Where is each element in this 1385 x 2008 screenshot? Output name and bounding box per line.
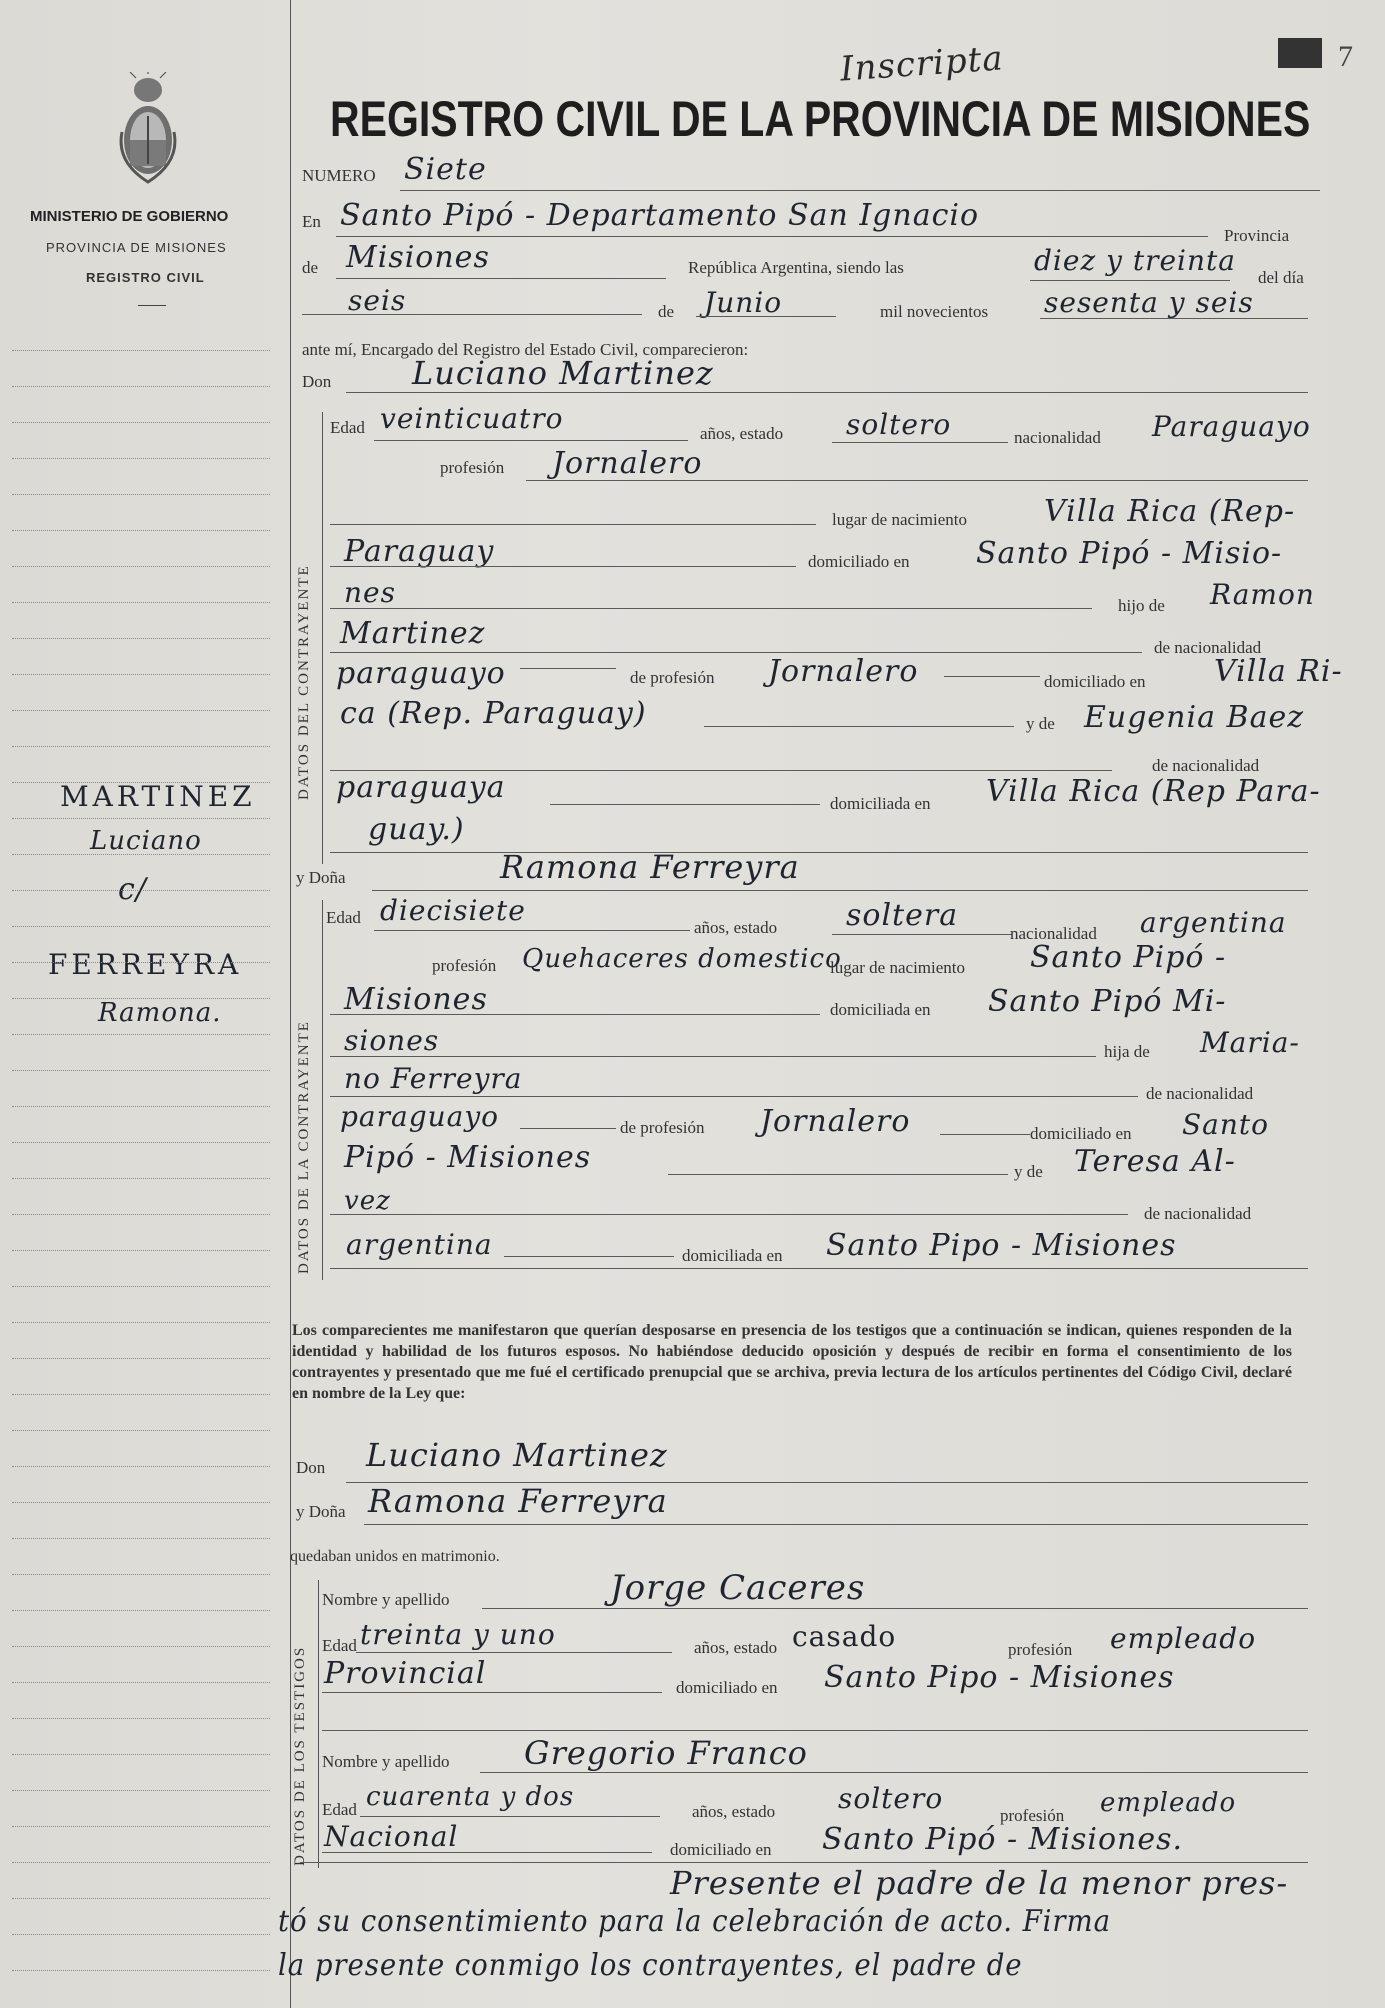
el-padre-dom-label: domiciliado en xyxy=(1044,672,1146,691)
margin-ruled-line xyxy=(12,1610,270,1611)
rule xyxy=(336,278,666,279)
dia-label: del día xyxy=(1258,268,1304,287)
ella-hija-label: hija de xyxy=(1104,1042,1150,1061)
contrayente-side-title: DATOS DEL CONTRAYENTE xyxy=(296,564,312,800)
rule xyxy=(330,1014,820,1015)
margin-ruled-line xyxy=(12,1034,270,1035)
margin-ruled-line xyxy=(12,1466,270,1467)
t2-dom-label: domiciliado en xyxy=(670,1840,772,1859)
t2-profesion-value: empleado xyxy=(1100,1788,1237,1818)
el-line6-value: paraguayo xyxy=(336,656,506,691)
rule xyxy=(374,930,690,931)
t2-nombre-label: Nombre y apellido xyxy=(322,1752,450,1771)
el-anos-estado-label: años, estado xyxy=(700,424,784,443)
el-madre-dom-value: Villa Rica (Rep Para- xyxy=(986,774,1321,809)
ella-padre-prof-value: Jornalero xyxy=(760,1104,911,1139)
margin-ruled-line xyxy=(12,890,270,891)
el-line9-value: guay.) xyxy=(368,812,465,847)
margin-ruled-line xyxy=(12,1286,270,1287)
el-profesion-value: Jornalero xyxy=(552,446,703,481)
margin-ruled-line xyxy=(12,1142,270,1143)
ella-hija-value: Maria- xyxy=(1200,1026,1300,1059)
rule xyxy=(300,1862,1308,1863)
t2-line3-value: Nacional xyxy=(324,1820,459,1853)
margin-ruled-line xyxy=(12,1538,270,1539)
registry-label: REGISTRO CIVIL xyxy=(86,270,205,285)
margin-ruled-line xyxy=(12,1718,270,1719)
de-value: Misiones xyxy=(346,240,490,275)
el-line7-value: ca (Rep. Paraguay) xyxy=(340,696,647,731)
ella-lugar-label: lugar de nacimiento xyxy=(830,958,966,977)
page-title: REGISTRO CIVIL DE LA PROVINCIA DE MISIONES xyxy=(330,91,1311,147)
rule xyxy=(504,1256,674,1257)
rule xyxy=(322,1852,652,1853)
note-line-1: Presente el padre de la menor pres- xyxy=(670,1864,1289,1902)
rule xyxy=(832,934,1012,935)
rule xyxy=(482,1608,1308,1609)
margin-ruled-line xyxy=(12,350,270,351)
el-padre-prof-value: Jornalero xyxy=(768,654,919,689)
t1-edad-value: treinta y uno xyxy=(360,1618,556,1651)
rule xyxy=(520,1128,616,1129)
ella-padre-dom-label: domiciliado en xyxy=(1030,1124,1132,1143)
margin-ruled-line xyxy=(12,494,270,495)
coat-of-arms-icon xyxy=(112,72,184,192)
province-label: PROVINCIA DE MISIONES xyxy=(46,240,227,255)
numero-label: NUMERO xyxy=(302,166,376,185)
numero-value: Siete xyxy=(404,152,487,187)
el-line4-value: nes xyxy=(344,576,396,609)
ella-lugar-value: Santo Pipó - xyxy=(1030,940,1227,975)
el-line3-value: Paraguay xyxy=(344,534,495,569)
t1-estado-value: casado xyxy=(792,1620,897,1653)
mes-value: Junio xyxy=(704,286,783,319)
rule xyxy=(400,190,1320,191)
margin-ruled-line xyxy=(12,1970,270,1971)
el-lugar-label: lugar de nacimiento xyxy=(832,510,968,529)
rule xyxy=(330,608,1092,609)
margin-note-connector: c/ xyxy=(118,872,147,907)
de-label: de xyxy=(302,258,319,277)
margin-ruled-line xyxy=(12,602,270,603)
anio-value: sesenta y seis xyxy=(1044,286,1254,319)
el-profesion-label: profesión xyxy=(440,458,505,477)
margin-ruled-line xyxy=(12,1862,270,1863)
rule xyxy=(520,668,616,669)
ella-domiciliada-label: domiciliada en xyxy=(830,1000,931,1019)
margin-ruled-line xyxy=(12,1106,270,1107)
ella-line3-value: Misiones xyxy=(344,982,488,1017)
inscription-stamp: Inscripta xyxy=(838,38,1005,90)
rule xyxy=(372,890,1308,891)
margin-ruled-line xyxy=(12,710,270,711)
margin-note-surname1: MARTINEZ xyxy=(60,780,256,813)
rule xyxy=(322,1730,1308,1731)
decl-don-value: Luciano Martinez xyxy=(366,1436,668,1474)
ella-line7-value: Pipó - Misiones xyxy=(344,1140,592,1175)
margin-ruled-line xyxy=(12,998,270,999)
rule xyxy=(364,1524,1308,1525)
rule xyxy=(832,442,1008,443)
contrayente-ella-bracket xyxy=(322,900,323,1280)
en-label: En xyxy=(302,212,321,231)
rule xyxy=(336,236,1208,237)
margin-ruled-line xyxy=(12,962,270,963)
provincia-label: Provincia xyxy=(1224,226,1290,245)
testigos-bracket xyxy=(318,1580,319,1868)
el-nacionalidad-label: nacionalidad xyxy=(1014,428,1101,447)
margin-ruled-line xyxy=(12,782,270,783)
margin-ruled-line xyxy=(12,818,270,819)
margin-ruled-line xyxy=(12,566,270,567)
t1-anos-estado-label: años, estado xyxy=(694,1638,778,1657)
ella-y-de-label: y de xyxy=(1014,1162,1043,1181)
margin-ruled-line xyxy=(12,1178,270,1179)
testigos-side-title: DATOS DE LOS TESTIGOS xyxy=(292,1645,308,1866)
t1-nombre-label: Nombre y apellido xyxy=(322,1590,450,1609)
margin-ruled-line xyxy=(12,1322,270,1323)
t2-nombre-value: Gregorio Franco xyxy=(524,1734,808,1772)
margin-ruled-line xyxy=(12,1430,270,1431)
republica-label: República Argentina, siendo las xyxy=(688,258,904,277)
margin-ruled-line xyxy=(12,1214,270,1215)
ella-line8-value: vez xyxy=(344,1186,391,1216)
el-edad-value: veinticuatro xyxy=(380,402,564,435)
el-nacionalidad-value: Paraguayo xyxy=(1152,410,1311,443)
margin-ruled-line xyxy=(12,458,270,459)
de2-label: de xyxy=(658,302,675,321)
margin-ruled-line xyxy=(12,638,270,639)
rule xyxy=(330,1096,1138,1097)
margin-ruled-line xyxy=(12,674,270,675)
el-edad-label: Edad xyxy=(330,418,365,437)
el-hijo-value: Ramon xyxy=(1210,578,1315,611)
rule xyxy=(330,1214,1128,1215)
el-estado-value: soltero xyxy=(846,408,952,441)
el-de-nac-label: de nacionalidad xyxy=(1154,638,1262,657)
t1-dom-value: Santo Pipo - Misiones xyxy=(824,1660,1175,1695)
margin-ruled-line xyxy=(12,422,270,423)
ella-madre-value: Teresa Al- xyxy=(1074,1144,1236,1179)
t1-nombre-value: Jorge Caceres xyxy=(610,1568,866,1608)
ella-madre-dom-label: domiciliada en xyxy=(682,1246,783,1265)
rule xyxy=(302,314,642,315)
sidebar-dash xyxy=(138,305,166,306)
ella-edad-label: Edad xyxy=(326,908,361,927)
margin-ruled-line xyxy=(12,854,270,855)
ella-profesion-label: profesión xyxy=(432,956,497,975)
decl-dona-label: y Doña xyxy=(296,1502,346,1521)
rule xyxy=(330,1268,1308,1269)
el-domiciliado-label: domiciliado en xyxy=(808,552,910,571)
note-line-3: la presente conmigo los contrayentes, el padre de xyxy=(278,1948,1023,1983)
t2-edad-value: cuarenta y dos xyxy=(366,1782,575,1812)
margin-ruled-line xyxy=(12,1574,270,1575)
el-domiciliado-value: Santo Pipó - Misio- xyxy=(976,536,1283,571)
rule xyxy=(356,1652,672,1653)
el-madre-dom-label: domiciliada en xyxy=(830,794,931,813)
ella-anos-estado-label: años, estado xyxy=(694,918,778,937)
t2-anos-estado-label: años, estado xyxy=(692,1802,776,1821)
rule xyxy=(330,652,1142,653)
dia-value: seis xyxy=(348,284,407,317)
contrayente-bracket xyxy=(322,412,323,864)
t2-estado-value: soltero xyxy=(838,1782,944,1815)
rule xyxy=(374,440,688,441)
rule xyxy=(330,852,1308,853)
ella-de-nac-label: de nacionalidad xyxy=(1146,1084,1254,1103)
declaration-text: Los comparecientes me manifestaron que querían desposarse en presencia de los testigos que a continuación se indican, quienes responden de la identidad y habilidad de los futuros esposos. No habiéndose deducido oposición y después de recibir en forma el consentimiento de los contrayentes y presentado que me fué el certificado prenupcial que se archiva, previa lectura de los artículos pertinentes del Código Civil, declaré en nombre de la Ley que: xyxy=(292,1322,1292,1402)
margin-ruled-line xyxy=(12,1682,270,1683)
t1-line3-value: Provincial xyxy=(324,1656,487,1691)
ella-de-profesion-label: de profesión xyxy=(620,1118,705,1137)
hora-value: diez y treinta xyxy=(1034,244,1236,277)
margin-ruled-line xyxy=(12,1070,270,1071)
margin-ruled-line xyxy=(12,1358,270,1359)
margin-note-name2: Ramona. xyxy=(98,998,222,1028)
t2-edad-label: Edad xyxy=(322,1800,357,1819)
rule xyxy=(1030,280,1230,281)
margin-ruled-line xyxy=(12,1250,270,1251)
rule xyxy=(330,566,796,567)
margin-ruled-line xyxy=(12,1754,270,1755)
ante-text: ante mí, Encargado del Registro del Estado Civil, comparecieron: xyxy=(302,340,749,359)
ella-line5-value: no Ferreyra xyxy=(344,1062,523,1095)
el-madre-value: Eugenia Baez xyxy=(1084,700,1305,735)
decl-unidos: quedaban unidos en matrimonio. xyxy=(290,1548,500,1565)
rule xyxy=(696,316,836,317)
el-padre-dom-value: Villa Ri- xyxy=(1214,654,1343,689)
rule xyxy=(346,392,1308,393)
t1-edad-label: Edad xyxy=(322,1636,357,1655)
rule xyxy=(1040,318,1308,319)
margin-divider xyxy=(290,0,291,2008)
ella-profesion-value: Quehaceres domestico xyxy=(522,944,842,974)
el-de-profesion-label: de profesión xyxy=(630,668,715,687)
el-de-nac2-label: de nacionalidad xyxy=(1152,756,1260,775)
margin-ruled-line xyxy=(12,1826,270,1827)
margin-ruled-line xyxy=(12,1898,270,1899)
note-line-2: tó su consentimiento para la celebración de acto. Firma xyxy=(278,1904,1112,1939)
el-lugar-value: Villa Rica (Rep- xyxy=(1044,494,1296,529)
en-value: Santo Pipó - Departamento San Ignacio xyxy=(340,198,980,233)
ella-domiciliada-value: Santo Pipó Mi- xyxy=(988,984,1227,1019)
margin-ruled-line xyxy=(12,1646,270,1647)
margin-ruled-line xyxy=(12,926,270,927)
ella-madre-dom-value: Santo Pipo - Misiones xyxy=(826,1228,1177,1263)
ella-nacionalidad-value: argentina xyxy=(1140,906,1287,939)
ella-line9-value: argentina xyxy=(346,1228,493,1261)
t1-profesion-label: profesión xyxy=(1008,1640,1073,1659)
t1-profesion-value: empleado xyxy=(1110,1622,1257,1655)
margin-ruled-line xyxy=(12,530,270,531)
rule xyxy=(330,524,816,525)
el-y-de-label: y de xyxy=(1026,714,1055,733)
t1-dom-label: domiciliado en xyxy=(676,1678,778,1697)
rule xyxy=(704,726,1014,727)
el-line5-value: Martinez xyxy=(340,616,486,651)
page-number-tab xyxy=(1278,38,1322,68)
ella-nacionalidad-label: nacionalidad xyxy=(1010,924,1097,943)
margin-note-name1: Luciano xyxy=(90,826,202,856)
don-value: Luciano Martinez xyxy=(412,354,714,392)
rule xyxy=(944,676,1040,677)
rule xyxy=(550,804,820,805)
margin-ruled-line xyxy=(12,746,270,747)
margin-ruled-line xyxy=(12,1934,270,1935)
rule xyxy=(940,1134,1030,1135)
ella-estado-value: soltera xyxy=(846,898,959,933)
el-hijo-label: hijo de xyxy=(1118,596,1165,615)
rule xyxy=(330,1056,1096,1057)
margin-ruled-line xyxy=(12,1502,270,1503)
decl-don-label: Don xyxy=(296,1458,326,1477)
mil-label: mil novecientos xyxy=(880,302,989,321)
dona-value: Ramona Ferreyra xyxy=(500,848,800,886)
dona-label: y Doña xyxy=(296,868,346,887)
margin-note-surname2: FERREYRA xyxy=(48,948,243,981)
el-line8-value: paraguaya xyxy=(336,770,506,805)
page-number: 7 xyxy=(1338,40,1353,73)
ella-line6-value: paraguayo xyxy=(340,1100,500,1133)
don-label: Don xyxy=(302,372,332,391)
rule xyxy=(668,1174,1008,1175)
margin-ruled-line xyxy=(12,1394,270,1395)
margin-ruled-line xyxy=(12,386,270,387)
ella-de-nac2-label: de nacionalidad xyxy=(1144,1204,1252,1223)
ella-edad-value: diecisiete xyxy=(380,894,526,927)
rule xyxy=(322,1692,662,1693)
rule xyxy=(360,1816,660,1817)
margin-ruled-line xyxy=(12,1790,270,1791)
ella-padre-dom-value: Santo xyxy=(1182,1108,1270,1141)
t2-profesion-label: profesión xyxy=(1000,1806,1065,1825)
rule xyxy=(480,1772,1308,1773)
decl-dona-value: Ramona Ferreyra xyxy=(368,1482,668,1520)
rule xyxy=(526,480,1308,481)
t2-dom-value: Santo Pipó - Misiones. xyxy=(822,1822,1184,1857)
contrayente-ella-side-title: DATOS DE LA CONTRAYENTE xyxy=(296,1020,312,1274)
ella-line4-value: siones xyxy=(344,1024,440,1057)
ministry-label: MINISTERIO DE GOBIERNO xyxy=(30,208,229,225)
